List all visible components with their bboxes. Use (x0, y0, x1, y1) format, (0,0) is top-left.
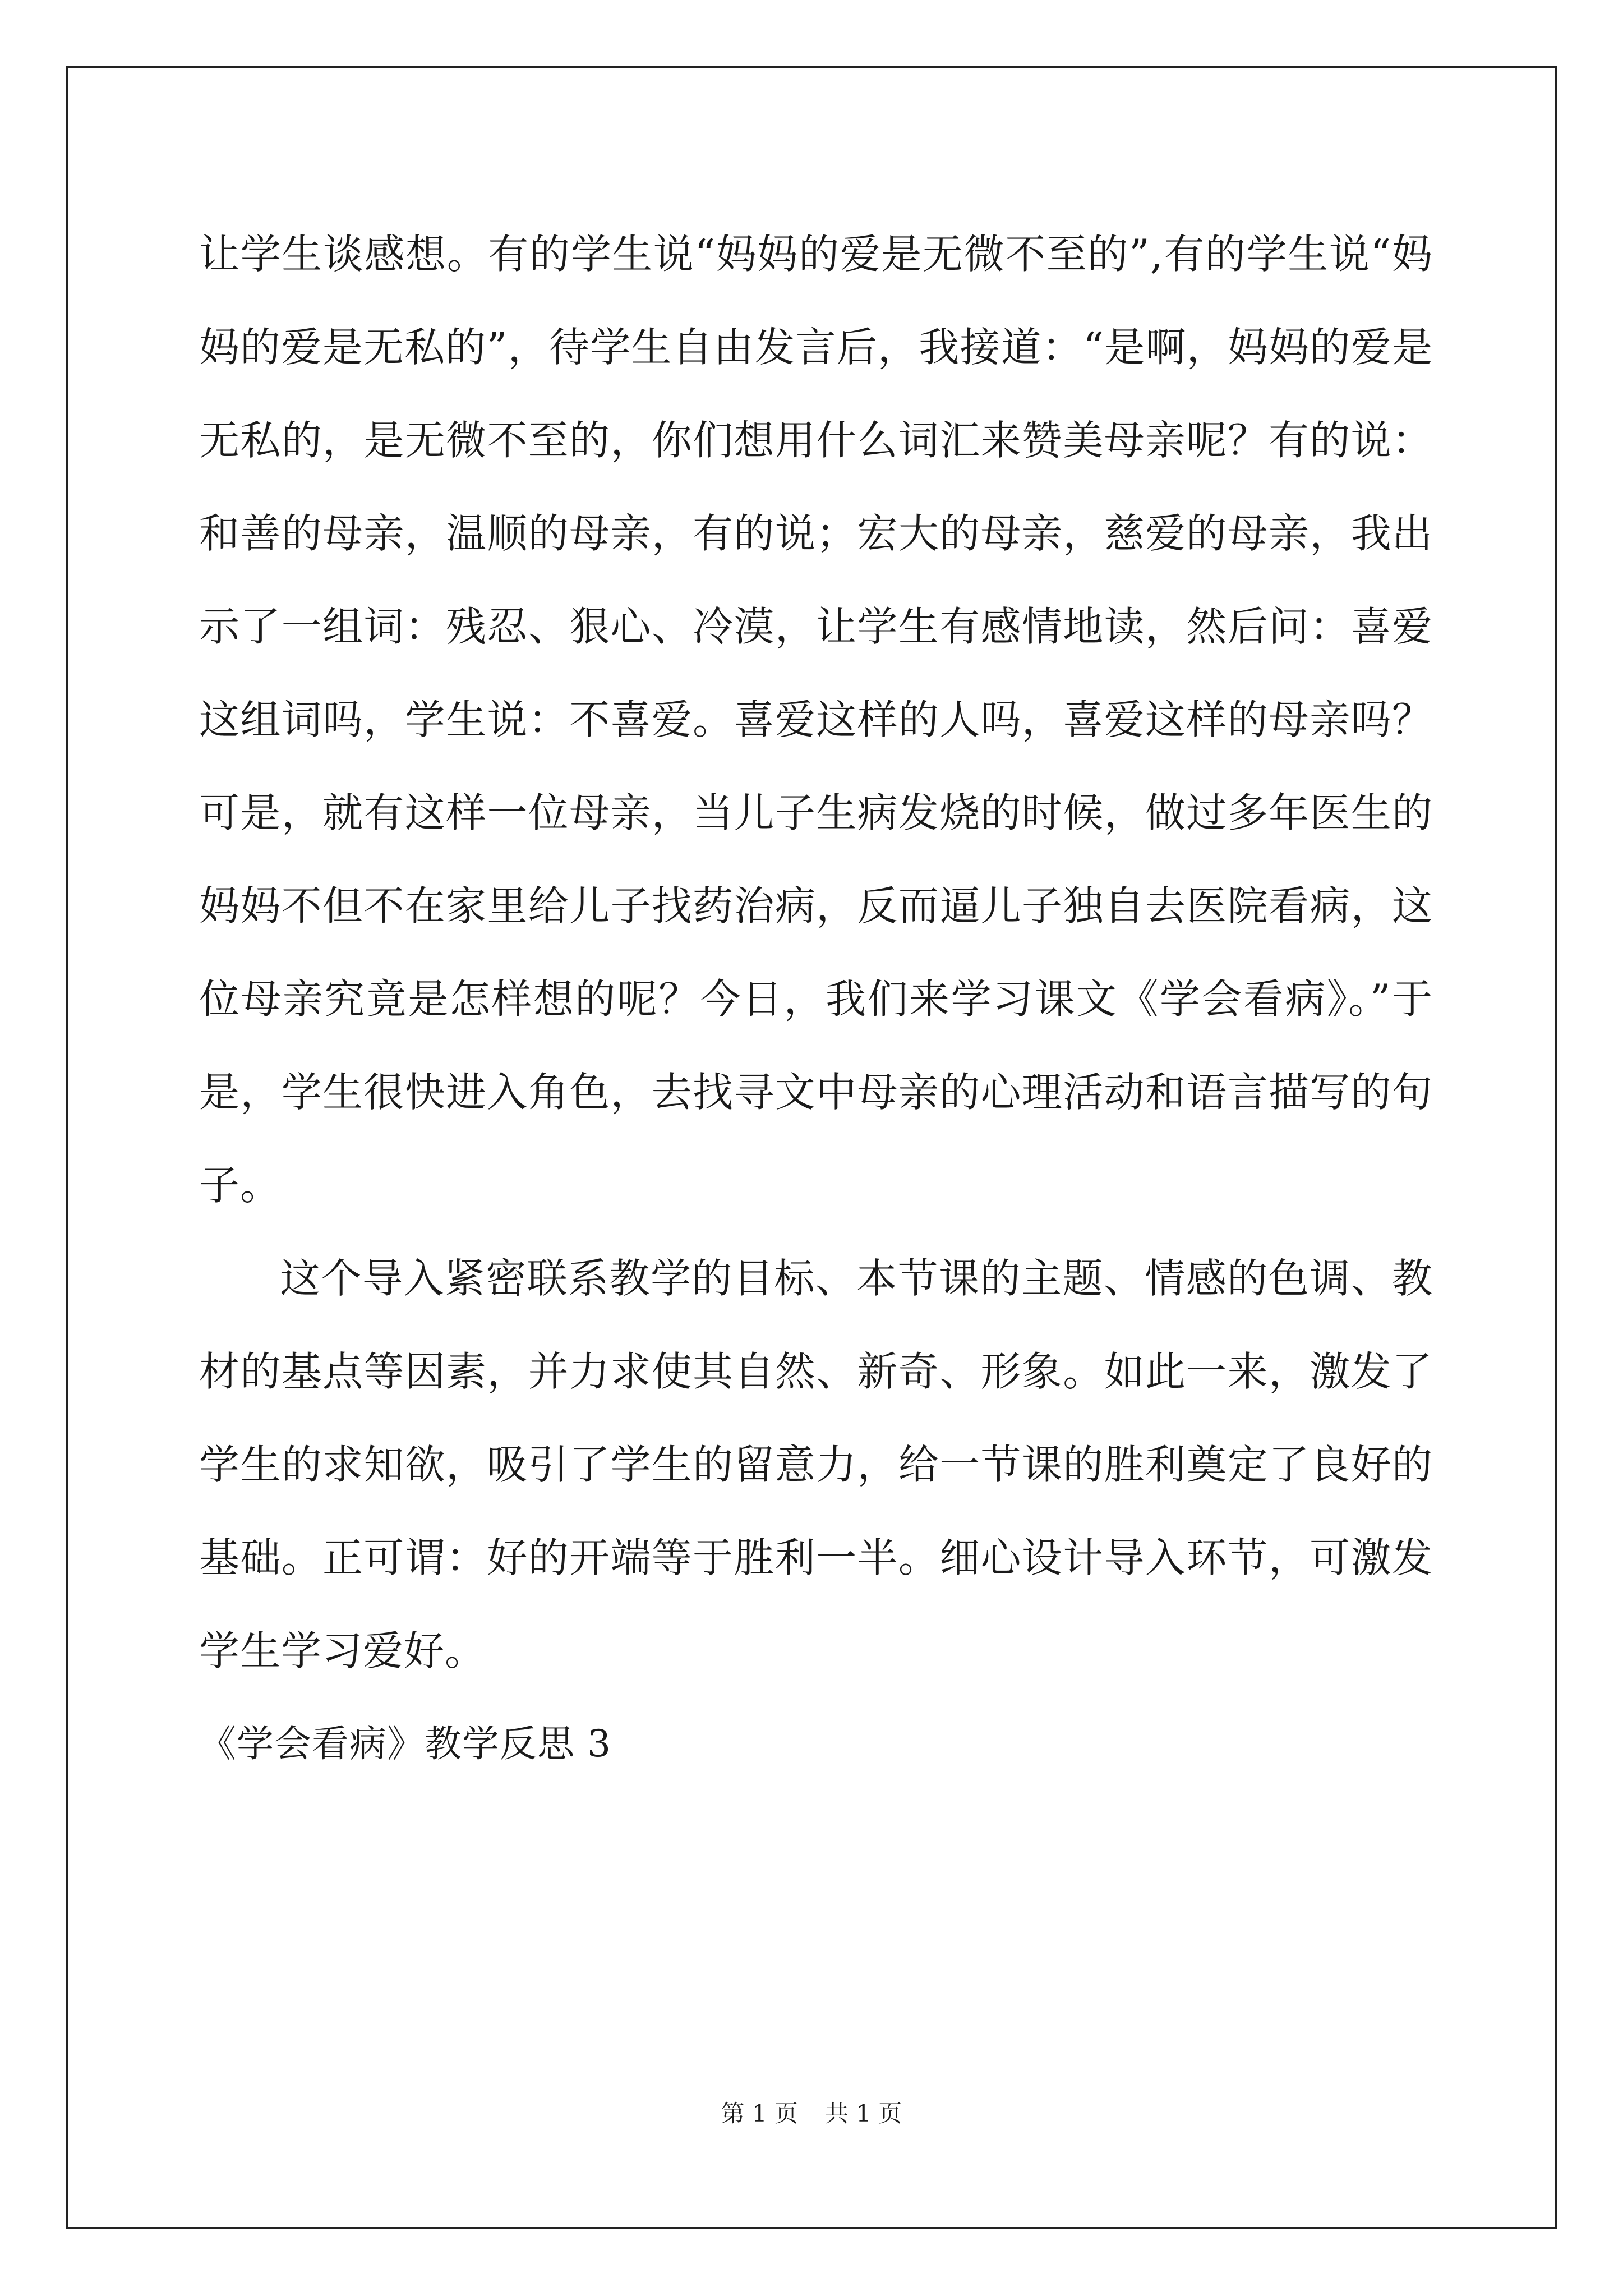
page-total: 共 1 页 (825, 2100, 902, 2127)
paragraph-reflection: 这个导入紧密联系教学的目标、本节课的主题、情感的色调、教材的基点等因素，并力求使其自然、新奇、形象。如此一来，激发了学生的求知欲，吸引了学生的留意力，给一节课的胜利奠定了良好的基础。正可谓：好的开端等于胜利一半。细心设计导入环节，可激发学生学习爱好。 (199, 1255, 1433, 1674)
page-footer (0, 2097, 1623, 2131)
paragraph-intro: 让学生谈感想。有的学生说“妈妈的爱是无微不至的”,有的学生说“妈妈的爱是无私的”，待学生自由发言后，我接道：“是啊，妈妈的爱是无私的，是无微不至的，你们想用什么词汇来赞美母亲呢？有的说：和善的母亲，温顺的母亲，有的说；宏大的母亲，慈爱的母亲，我出示了一组词：残忍、狠心、冷漠，让学生有感情地读，然后问：喜爱这组词吗，学生说：不喜爱。喜爱这样的人吗，喜爱这样的母亲吗？可是，就有这样一位母亲，当儿子生病发烧的时候，做过多年医生的妈妈不但不在家里给儿子找药治病，反而逼儿子独自去医院看病，这位母亲究竟是怎样想的呢？今日，我们来学习课文《学会看病》。”于是，学生很快进入角色，去找寻文中母亲的心理活动和语言描写的句子。 (199, 231, 1433, 1209)
section-title: 《学会看病》教学反思 3 (199, 1722, 611, 1765)
page-number: 第 1 页 (721, 2100, 798, 2127)
document-body (199, 208, 1433, 1791)
